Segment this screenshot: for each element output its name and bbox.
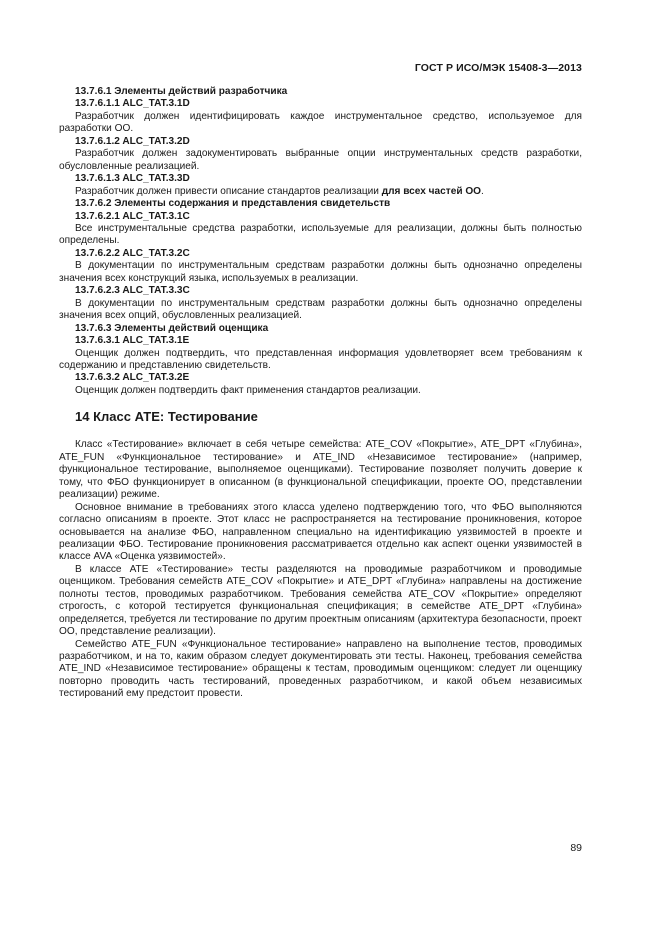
- clause-text-bold: для всех частей ОО: [378, 185, 482, 197]
- body-paragraph: Основное внимание в требованиях этого класса уделено подтверждению того, что ФБО выполняются согласно описаниям в проекте. Этот класс не распространяется на тестирование проникновения, которое основывается на анализе ФБО, направленном специально на идентификацию уязвимостей в проекте и реализации ФБО. Тестирование проникновения рассматривается отдельно как аспект оценки уязвимостей в классе AVA «Оценка уязвимостей».: [59, 501, 582, 563]
- clause-text-tail: .: [481, 185, 484, 197]
- body-paragraph: Семейство ATE_FUN «Функциональное тестирование» направлено на выполнение тестов, проводимых разработчиком, и на то, каким образом следует документировать эти тесты. Наконец, требования семейства ATE_IND «Независимое тестирование» обращены к тестам, проводимым оценщиком: следует ли оценщику повторно проводить часть тестирований, проведенных разработчиком, и какой объем независимых тестирований ему предстоит провести.: [59, 638, 582, 700]
- clause-text: Оценщик должен подтвердить факт применения стандартов реализации.: [75, 384, 421, 396]
- clause-heading: 13.7.6.2.1 ALC_TAT.3.1C: [75, 210, 190, 222]
- clause-heading: 13.7.6.3 Элементы действий оценщика: [75, 322, 269, 334]
- clause-heading: 13.7.6.1 Элементы действий разработчика: [75, 86, 288, 97]
- clause-heading: 13.7.6.2.2 ALC_TAT.3.2C: [75, 247, 190, 259]
- clause-text: Разработчик должен задокументировать выбранные опции инструментальных средств разработки, обусловленные реализацией.: [59, 148, 582, 172]
- standard-header: ГОСТ Р ИСО/МЭК 15408-3—2013: [414, 62, 582, 74]
- clause-heading: 13.7.6.3.1 ALC_TAT.3.1E: [75, 335, 190, 347]
- page-content: [59, 86, 582, 701]
- clause-heading: 13.7.6.2 Элементы содержания и представления свидетельств: [75, 198, 391, 210]
- clause-heading: 13.7.6.1.1 ALC_TAT.3.1D: [75, 98, 190, 110]
- clause-heading: 13.7.6.1.3 ALC_TAT.3.3D: [75, 173, 190, 185]
- clause-text: Разработчик должен идентифицировать каждое инструментальное средство, используемое для разработки ОО.: [59, 110, 582, 135]
- clause-heading: 13.7.6.1.2 ALC_TAT.3.2D: [75, 135, 190, 147]
- body-paragraph: Класс «Тестирование» включает в себя четыре семейства: ATE_COV «Покрытие», ATE_DPT «Глубина», ATE_FUN «Функциональное тестирование» и ATE_IND «Независимое тестирование» (например, функциональное тестирование, выполняемое оценщиками). Тестирование позволяет получить доверие к тому, что ФБО функционирует в описанном (в функциональной спецификации, проекте ОО, представлении реализации) режиме.: [59, 439, 582, 501]
- clause-text: В документации по инструментальным средствам разработки должны быть однозначно определены значения всех конструкций языка, используемых в реализации.: [59, 260, 582, 284]
- clause-text: Все инструментальные средства разработки, используемые для реализации, должны быть полностью определены.: [59, 222, 582, 247]
- clause-heading: 13.7.6.2.3 ALC_TAT.3.3C: [75, 285, 190, 297]
- clause-text: Оценщик должен подтвердить, что представленная информация удовлетворяет всем требованиям к содержанию и представлению свидетельств.: [59, 347, 582, 371]
- clause-heading: 13.7.6.3.2 ALC_TAT.3.2E: [75, 372, 190, 384]
- clause-text: [59, 186, 582, 198]
- page-number: 89: [570, 842, 582, 854]
- clause-text: В документации по инструментальным средствам разработки должны быть однозначно определены значения всех опций, обусловленных реализацией.: [59, 297, 582, 322]
- clause-text-main: Разработчик должен привести описание стандартов реализации: [75, 185, 379, 197]
- body-paragraph: В классе АТЕ «Тестирование» тесты разделяются на проводимые разработчиком и проводимые оценщиком. Требования семейств ATE_COV «Покрытие» и ATE_DPT «Глубина» направлены на достижение полноты тестов, проводимых разработчиком. Требования семейства ATE_COV «Покрытие» определяют строгость, с которой тестируется функциональная спецификация; в семействе ATE_DPT «Глубина» определяется, требуется ли тестирование по другим проектным описаниям (архитектура безопасности, проект ОО, представление реализации).: [59, 563, 582, 638]
- section-title: 14 Класс АТЕ: Тестирование: [75, 409, 258, 425]
